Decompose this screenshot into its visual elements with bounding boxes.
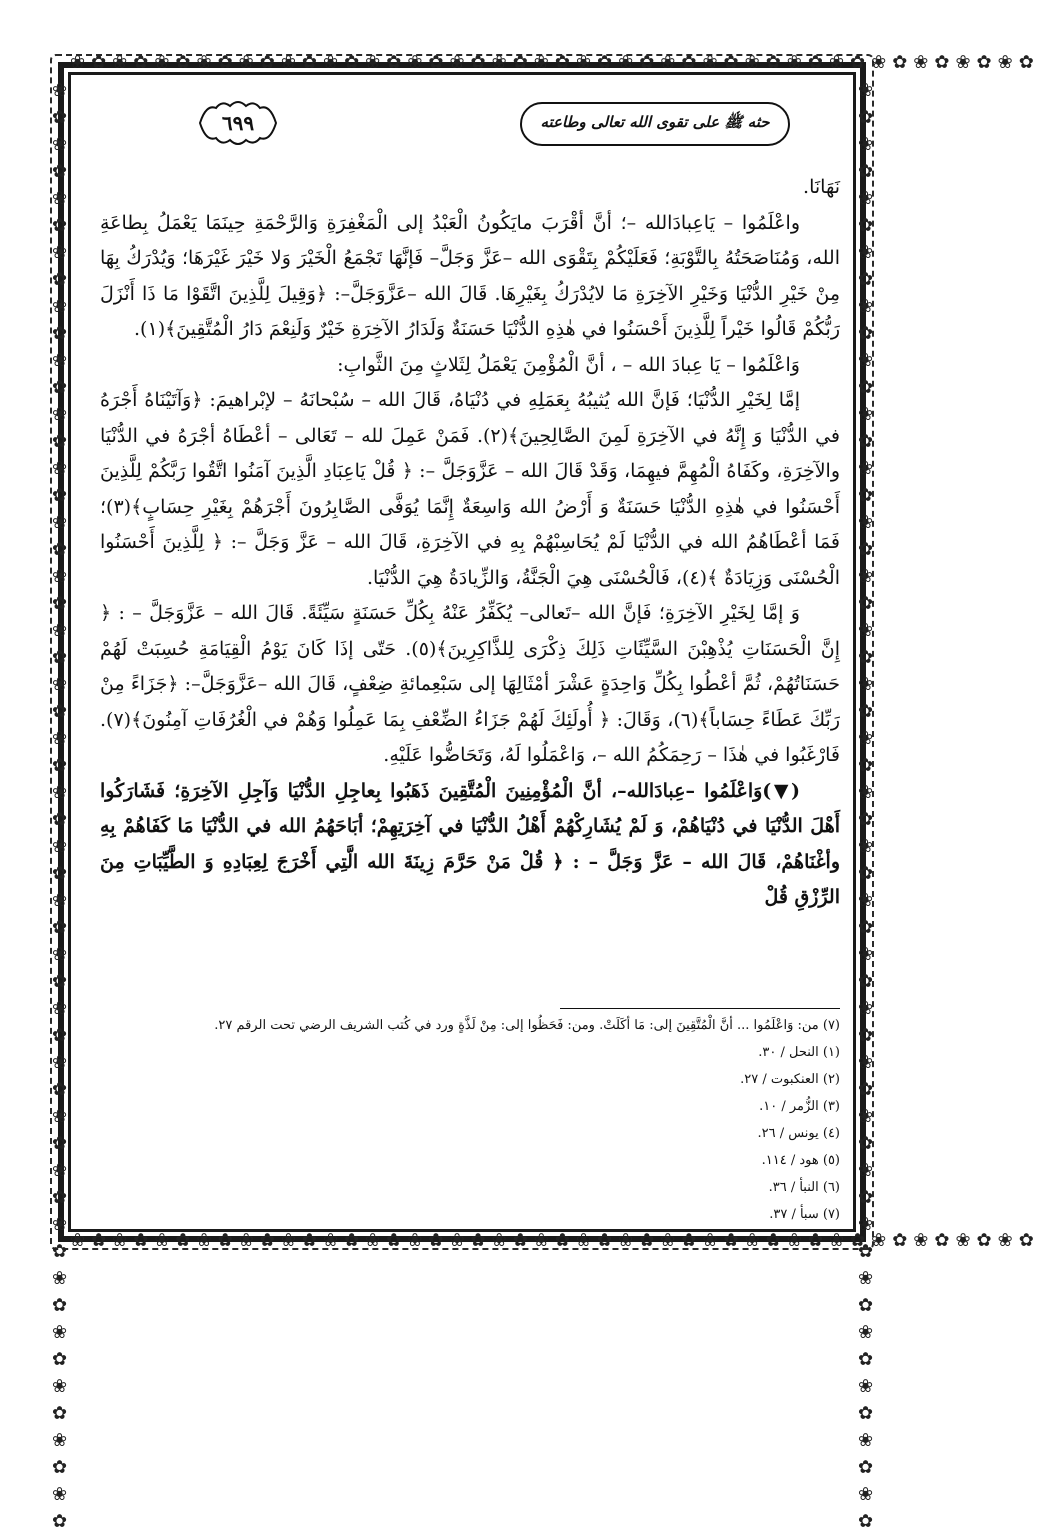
footnote-item: (٤) يونس / ٢٦. (757, 1126, 840, 1141)
footnote-item: (٣) الزُّمر / ١٠. (759, 1099, 840, 1114)
footnote-item: (٦) النبأ / ٣٦. (768, 1180, 840, 1195)
footnote-divider (560, 1008, 840, 1009)
footnote-item: (٧) من: وَاعْلَمُوا ... أنَّ الْمُتَّقِينَ إلى: مَا أكَلَتْ. ومن: فَحَظُوا إلى: مِنْ لَذَّةٍ ورد في كُتب الشريف الرضي تحت الرقم ٢٧. (214, 1018, 840, 1033)
floral-border-left: ❀✿❀✿❀✿❀✿❀✿❀✿❀✿❀✿❀✿❀✿❀✿❀✿❀✿❀✿❀✿❀✿❀✿❀✿❀✿❀✿❀✿❀✿❀✿❀✿❀✿❀✿❀✿ (49, 80, 70, 1538)
floral-border-bottom: ❀✿❀✿❀✿❀✿❀✿❀✿❀✿❀✿❀✿❀✿❀✿❀✿❀✿❀✿❀✿❀✿❀✿❀✿❀✿❀✿❀✿❀✿❀✿ (70, 1230, 1040, 1251)
footnote-item: (١) النحل / ٣٠. (758, 1045, 840, 1060)
paragraph-taqwa: واعْلَمُوا – يَاعِبادَالله –؛ أنَّ أقْرَبَ مايَكُونُ الْعَبْدُ إلى الْمَغْفِرَةِ وَالرَّحْمَةِ حِينَمَا يَعْمَلُ بِطاعَةِ الله، وَمُنَاصَحَتُهُ بِالتَّوْبَةِ؛ فَعَلَيْكُمْ بِتَقْوَى الله –عَزَّ وَجَلَّ– فَإنَّهَا تَجْمَعُ الْخَيْرَ وَلا خَيْرَ غَيْرَهَا؛ وَيُدْرَكُ بِهَا مِنْ خَيْرِ الدُّنْيَا وَخَيْرِ الآخِرَةِ مَا لايُدْرَكُ بِغَيْرِهَا. قَالَ الله –عَزَّوَجَلَّ–: ﴿وَقِيلَ لِلَّذِينَ اتَّقَوْا مَا ذَا أَنْزَلَ رَبُّكُمْ قَالُوا خَيْراً لِلَّذِينَ أَحْسَنُوا في هٰذِهِ الدُّنْيَا حَسَنَةٌ وَلَدَارُ الآخِرَةِ خَيْرٌ وَلَنِعْمَ دَارُ الْمُتَّقِينَ﴾(١). (100, 211, 840, 340)
paragraph-hereafter-good: وَ إمَّا لِخَيْرِ الآخِرَةِ؛ فَإنَّ الله –تَعالى– يُكَفِّرُ عَنْهُ بِكُلِّ حَسَنَةٍ سَيِّئَةً. قَالَ الله – عَزَّوَجَلَّ – : ﴿ إِنَّ الْحَسَنَاتِ يُذْهِبْنَ السَّيِّئَاتِ ذَلِكَ ذِكْرَى لِلذَّاكِرِينَ﴾(٥). حَتّى إذَا كَانَ يَوْمُ الْقِيَامَةِ حُسِبَتْ لَهُمْ حَسَنَاتُهُمْ، ثُمَّ أعْطُوا بِكُلِّ وَاحِدَةٍ عَشْرَ أمْثَالِهَا إلى سَبْعِمائةِ ضِعْفٍ، قَالَ الله –عَزَّوَجَلَّ–: ﴿جَزَاءً مِنْ رَبِّكَ عَطَاءً حِسَاباً﴾(٦)، وَقَالَ: ﴿ أُولَئِكَ لَهُمْ جَزَاءُ الضِّعْفِ بِمَا عَمِلُوا وَهُمْ في الْغُرُفَاتِ آمِنُونَ﴾(٧). فَارْغَبُوا في هٰذَا – رَحِمَكُمُ الله –، وَاعْمَلُوا لَهُ، وَتَحَاضُّوا عَلَيْهِ. (100, 602, 840, 766)
main-text (100, 170, 840, 990)
floral-border-top: ❀✿❀✿❀✿❀✿❀✿❀✿❀✿❀✿❀✿❀✿❀✿❀✿❀✿❀✿❀✿❀✿❀✿❀✿❀✿❀✿❀✿❀✿❀✿ (70, 52, 1040, 73)
footnotes (180, 1012, 840, 1228)
footnote-item: (٧) سبأ / ٣٧. (769, 1207, 840, 1222)
floral-border-right: ❀✿❀✿❀✿❀✿❀✿❀✿❀✿❀✿❀✿❀✿❀✿❀✿❀✿❀✿❀✿❀✿❀✿❀✿❀✿❀✿❀✿❀✿❀✿❀✿❀✿❀✿❀✿ (855, 80, 876, 1538)
paragraph-three-rewards: وَاعْلَمُوا – يَا عِبادَ الله – ، أنَّ الْمُؤْمِنَ يَعْمَلُ لِثَلاثٍ مِنَ الثَّوابِ: (337, 353, 800, 376)
page-number-badge (196, 98, 280, 148)
page-number: ٦٩٩ (221, 111, 255, 135)
paragraph-pious-believers: (▼)وَاعْلَمُوا –عِبادَالله–، أنَّ الْمُؤْمِنِينَ الْمُتَّقِينَ ذَهَبُوا بِعاجِلِ الدُّنْيَا وَآجِلِ الآخِرَةِ؛ فَشَارَكُوا أَهْلَ الدُّنْيَا في دُنْيَاهُمْ، وَ لَمْ يُشَارِكْهُمْ أَهْلُ الدُّنْيَا في آخِرَتِهِمْ؛ أبَاحَهُمُ الله في الدُّنْيَا مَا كَفَاهُمْ بِهِ وأغْنَاهُمْ، قَالَ الله – عَزَّ وَجَلَّ – : ﴿ قُلْ مَنْ حَرَّمَ زِينَةَ الله الَّتِي أَخْرَجَ لِعِبَادِهِ وَ الطَّيِّبَاتِ مِنَ الرِّزْقِ قُلْ (100, 779, 840, 908)
footnote-item: (٥) هود / ١١٤. (761, 1153, 840, 1168)
running-title: حثه ﷺ على تقوى الله تعالى وطاعته (520, 102, 790, 146)
paragraph-worldly-good: إمَّا لِخَيْرِ الدُّنْيَا؛ فَإنَّ الله يُثيبُهُ بِعَمَلِهِ في دُنْيَاهُ، قَالَ الله – سُبْحانَهُ – لإبْراهيمَ: ﴿وَآتَيْنَاهُ أَجْرَهُ في الدُّنْيَا وَ إِنَّهُ في الآخِرَةِ لَمِنَ الصَّالِحِينَ﴾(٢). فَمَنْ عَمِلَ لله – تَعَالى – أعْطَاهُ أجْرَهُ في الدُّنْيَا والآخِرَةِ، وكَفَاهُ الْمُهِمَّ فيهِمَا، وَقَدْ قَالَ الله – عَزَّوَجَلَّ –: ﴿ قُلْ يَاعِبَادِ الَّذِينَ آمَنُوا اتَّقُوا رَبَّكُمْ لِلَّذِينَ أَحْسَنُوا في هٰذِهِ الدُّنْيَا حَسَنَةٌ وَ أَرْضُ الله وَاسِعَةٌ إِنَّمَا يُوَفَّى الصَّابِرُونَ أَجْرَهُمْ بِغَيْرِ حِسَابٍ﴾(٣)؛ فَمَا أعْطَاهُمُ الله في الدُّنْيَا لَمْ يُحَاسِبْهُمْ بِهِ في الآخِرَةِ، قَالَ الله – عَزَّ وَجَلَّ –: ﴿ لِلَّذِينَ أَحْسَنُوا الْحُسْنَى وَزِيَادَةٌ ﴾(٤)، فَالْحُسْنَى هِيَ الْجَنَّةُ، وَالزِّيادَةُ هِيَ الدُّنْيَا. (100, 389, 841, 589)
footnote-item: (٢) العنكبوت / ٢٧. (740, 1072, 840, 1087)
paragraph-opening: نَهَانَا. (803, 176, 840, 198)
